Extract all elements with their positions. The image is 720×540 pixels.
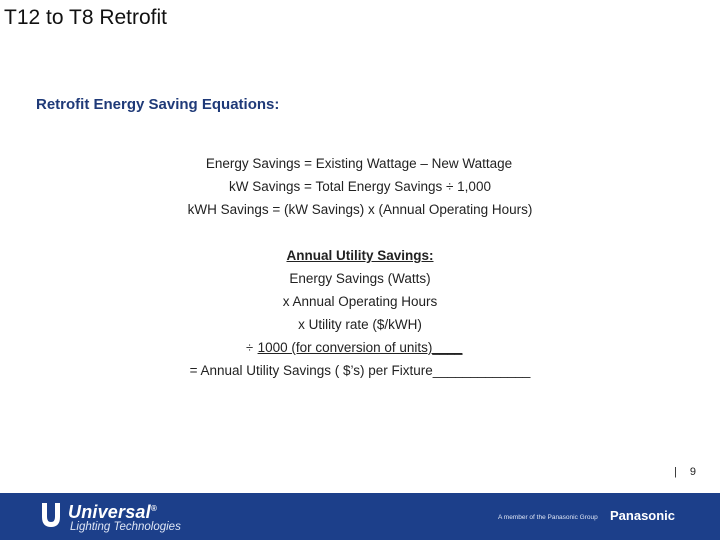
panasonic-logo: Panasonic [610, 508, 676, 523]
utility-line-4: 1000 (for conversion of units)____ [257, 340, 463, 355]
member-text: A member of the Panasonic Group [498, 514, 598, 521]
utility-line-3: x Utility rate ($/kWH) [298, 317, 422, 332]
equation-kwh-savings: kWH Savings = (kW Savings) x (Annual Operating Hours) [187, 202, 533, 217]
utility-line-1: Energy Savings (Watts) [289, 271, 431, 286]
equation-kw-savings: kW Savings = Total Energy Savings ÷ 1,000 [229, 179, 491, 194]
page-number: 9 [689, 466, 697, 478]
brand-name: Universal® [68, 502, 157, 522]
slide-title: T12 to T8 Retrofit [4, 6, 168, 29]
divide-symbol: ÷ [246, 340, 254, 355]
universal-logo-icon [38, 501, 64, 531]
registered-mark: ® [150, 504, 157, 513]
page-indicator [674, 466, 696, 478]
utility-line-5: = Annual Utility Savings ( $’s) per Fixture_____________ [189, 363, 531, 378]
utility-heading: Annual Utility Savings: [286, 248, 434, 263]
brand-subtitle: Lighting Technologies [70, 521, 181, 533]
slide-subtitle: Retrofit Energy Saving Equations: [36, 96, 280, 113]
page-separator: | [674, 466, 677, 478]
utility-line-2: x Annual Operating Hours [282, 294, 438, 309]
equation-energy-savings: Energy Savings = Existing Wattage – New Wattage [205, 156, 513, 171]
footer-band [0, 493, 720, 540]
